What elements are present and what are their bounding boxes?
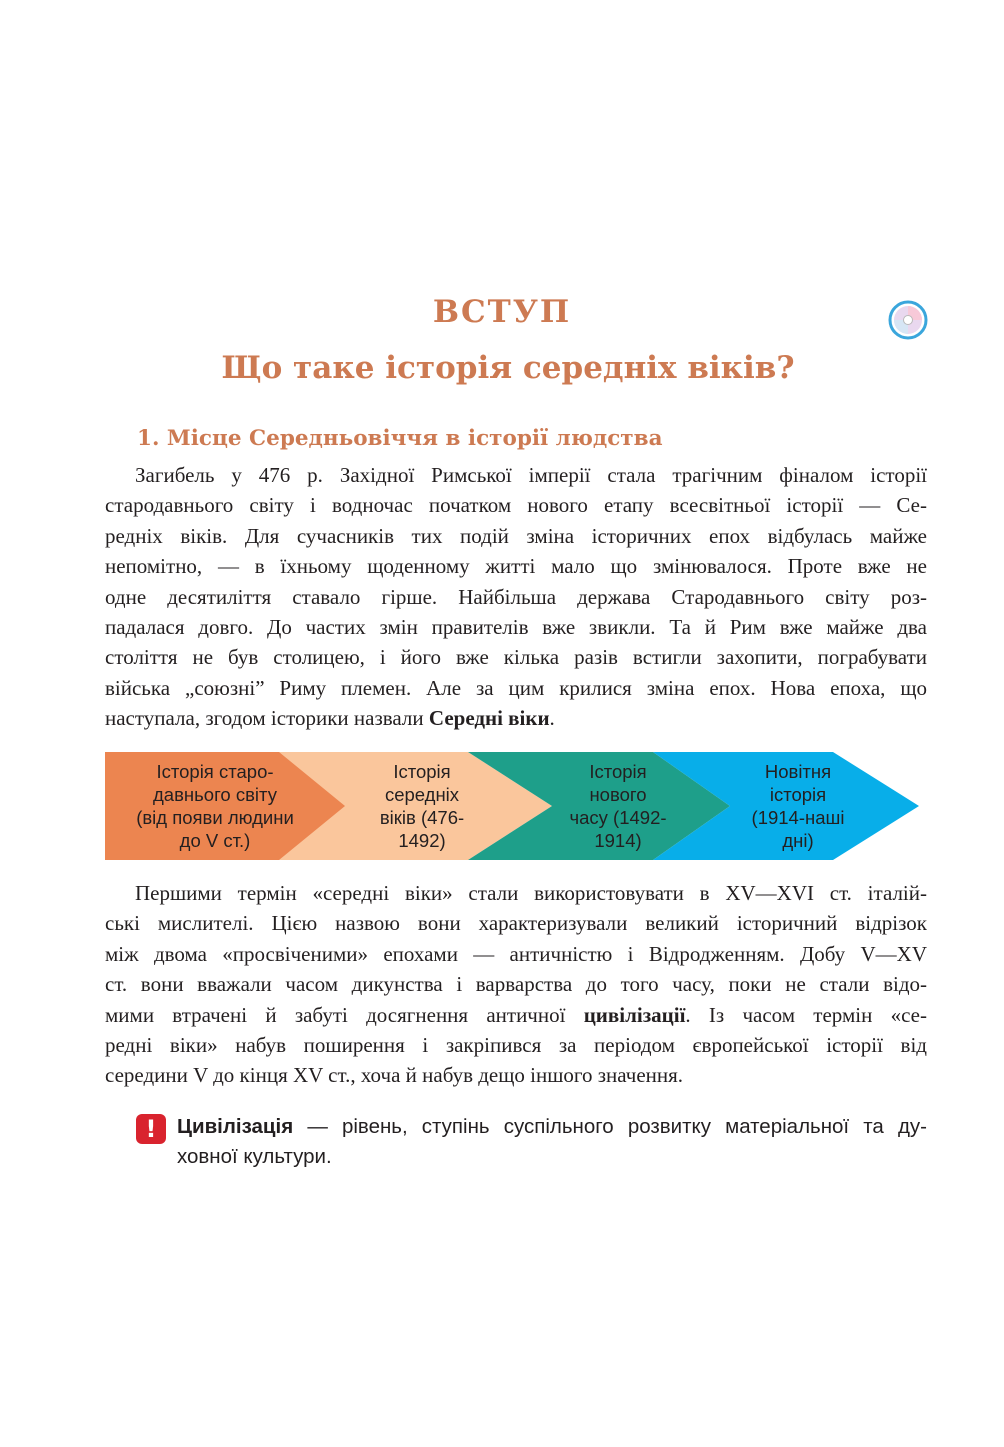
intro-paragraph: [105, 460, 927, 734]
text-line: [105, 703, 927, 733]
text-line: ст. вони вважали часом дикунства і варварства до того часу, поки не стали відо-: [105, 972, 927, 997]
bold-term: Середні віки: [428, 706, 550, 731]
text-line: [177, 1112, 927, 1142]
definition-text: — рівень, ступінь суспільного розвитку матеріальної та ду-: [293, 1115, 927, 1138]
section-heading: 1. Місце Середньовіччя в історії людства: [137, 426, 663, 451]
text-line: редніх віків. Для сучасників тих подій зміна історичних епох відбулась майже: [105, 523, 927, 548]
timeline-label-medieval: Історія середніх віків (476- 1492): [379, 761, 465, 851]
text-line: падалася довго. До частих змін правителів вже звикли. Та й Рим вже майже два: [105, 614, 927, 639]
timeline-label-contemporary: Новітня історія (1914-наші дні): [751, 761, 845, 851]
page-subtitle: Що таке історія середніх віків?: [221, 350, 795, 386]
text-line: редні віки» набув поширення і закріпився за періодом європейської історії від: [105, 1032, 927, 1057]
timeline-label-ancient: Історія старо- давнього світу (від появи людини до V ст.): [136, 761, 294, 851]
definition-note: [177, 1112, 927, 1172]
text-line: ські мислителі. Цією назвою вони характеризували великий історичний відрізок: [105, 911, 927, 936]
definition-term: Цивілізація: [177, 1115, 294, 1138]
text-line: стародавнього світу і водночас початком нового етапу всесвітньої історії — Се-: [105, 493, 927, 518]
text-line: ховної культури.: [177, 1145, 332, 1168]
text-fragment: наступала, згодом історики назвали: [105, 706, 429, 731]
page-title: ВСТУП: [432, 294, 572, 330]
exclamation-icon: !: [136, 1114, 166, 1144]
epochs-timeline: [105, 752, 921, 862]
text-line: століття не був столицею, і його вже кілька разів встигли захопити, пограбувати: [105, 645, 927, 670]
text-fragment: мими втрачені й забуті досягнення античної: [105, 1002, 584, 1027]
text-fragment: . Із часом термін «се-: [685, 1002, 927, 1027]
text-fragment: .: [549, 706, 555, 731]
text-line: між двома «просвіченими» епохами — античністю і Відродженням. Добу V—XV: [105, 941, 927, 966]
text-line: Першими термін «середні віки» стали використовувати в XV—XVI ст. італій-: [135, 881, 927, 905]
text-line: непомітно, — в їхньому щоденному житті мало що змінювалося. Проте вже не: [105, 554, 927, 579]
text-line: одне десятиліття ставало гірше. Найбільша держава Стародавнього світу роз-: [105, 584, 927, 609]
text-line: [105, 1000, 927, 1030]
bold-term: цивілізації: [583, 1002, 686, 1027]
cd-disc-icon[interactable]: [888, 300, 928, 340]
text-line: війська „союзні” Риму племен. Але за цим крилися зміна епох. Нова епоха, що: [105, 675, 927, 700]
text-line: Загибель у 476 р. Західної Римської імперії стала трагічним фіналом історії: [135, 463, 927, 487]
timeline-label-modern: Історія нового часу (1492- 1914): [569, 761, 667, 851]
text-line: середини V до кінця XV ст., хоча й набув дещо іншого значення.: [105, 1063, 684, 1088]
term-origin-paragraph: [105, 878, 927, 1091]
